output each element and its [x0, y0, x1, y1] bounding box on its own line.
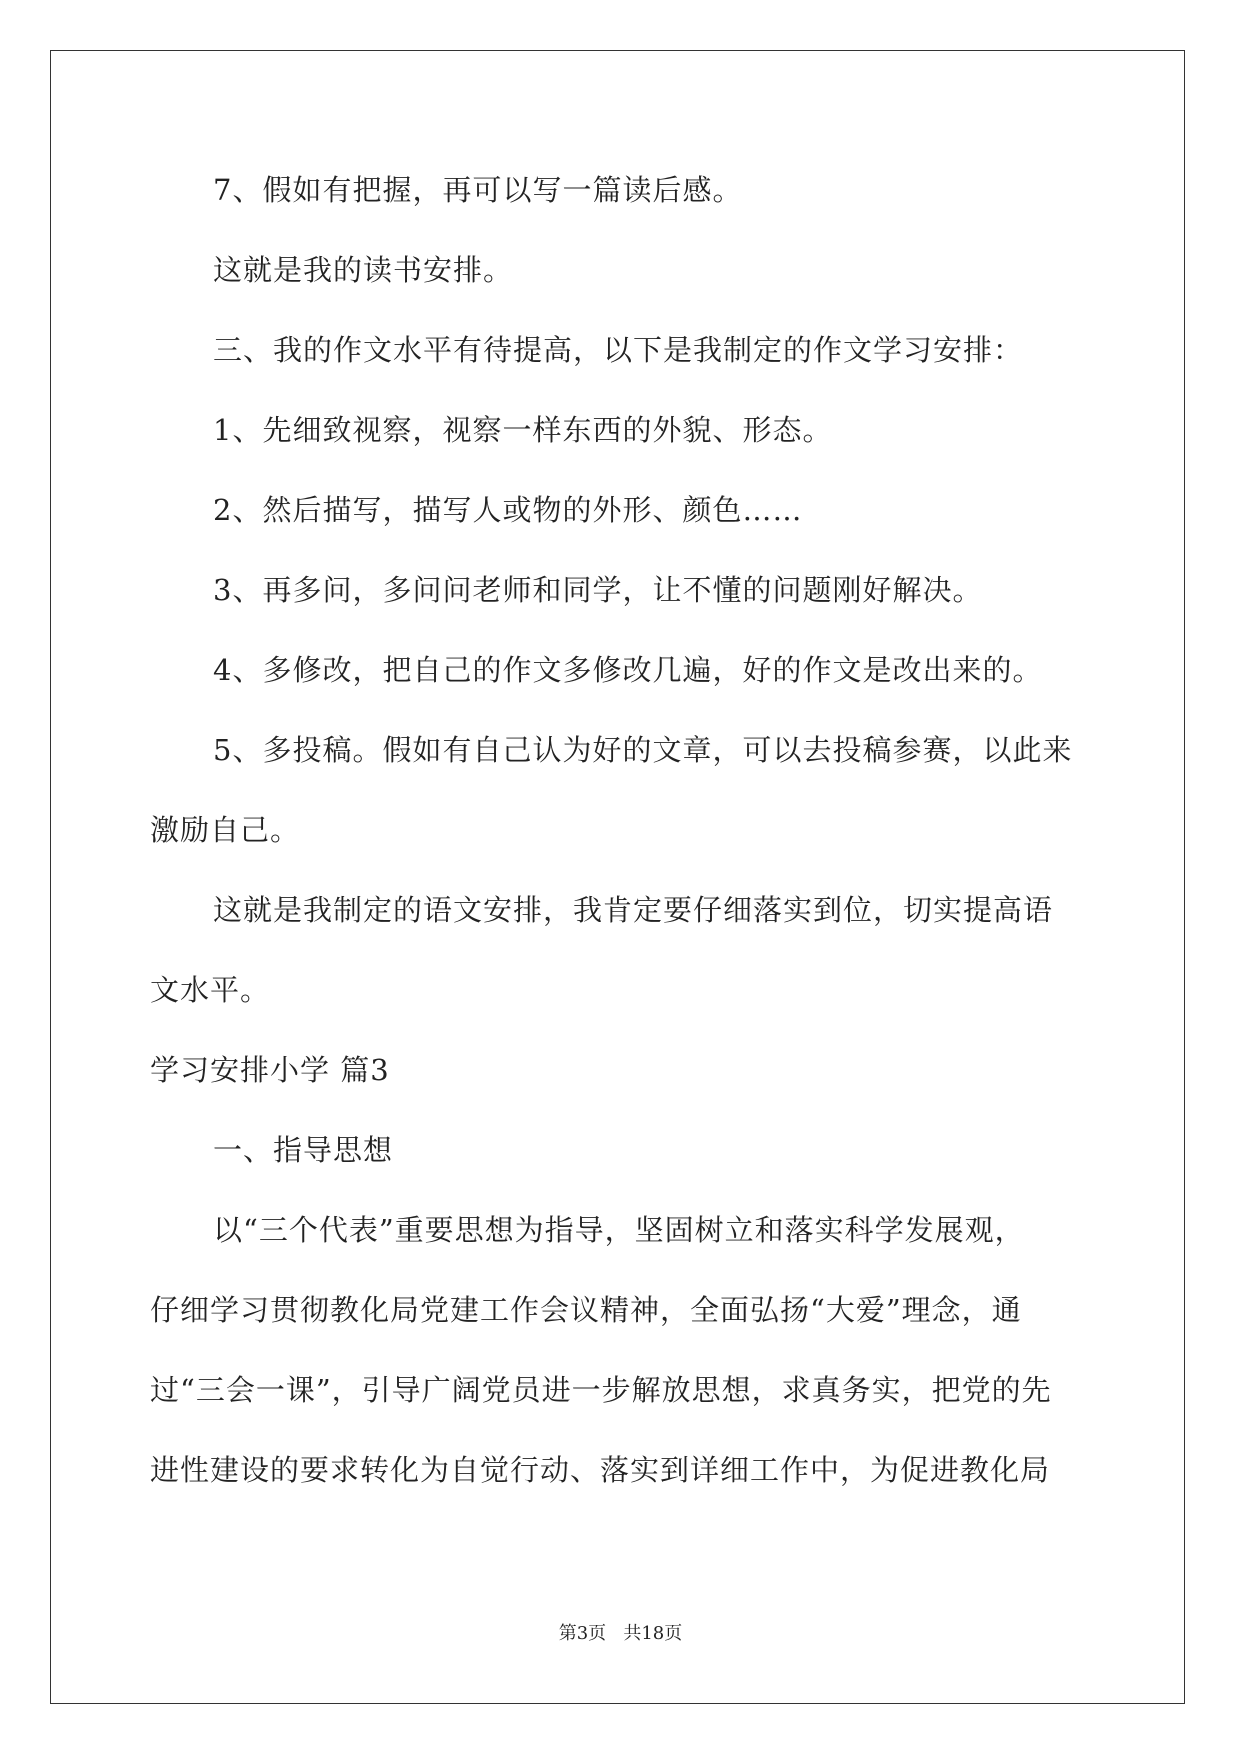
list-item-5-continued: 激励自己。	[150, 813, 301, 847]
article-title: 学习安排小学 篇3	[150, 1053, 390, 1087]
paragraph-line: 以“三个代表”重要思想为指导，坚固树立和落实科学发展观，	[213, 1213, 1025, 1247]
paragraph-line: 过“三会一课”，引导广阔党员进一步解放思想，求真务实，把党的先	[150, 1373, 1052, 1407]
list-item-2: 2、然后描写，描写人或物的外形、颜色……	[213, 493, 803, 527]
list-item-4: 4、多修改，把自己的作文多修改几遍，好的作文是改出来的。	[213, 653, 1043, 687]
paragraph-conclusion-continued: 文水平。	[150, 973, 271, 1007]
paragraph-conclusion: 这就是我制定的语文安排，我肯定要仔细落实到位，切实提高语	[213, 893, 1054, 927]
page-footer: 第3页 共18页	[558, 1623, 683, 1644]
paragraph-line: 进性建设的要求转化为自觉行动、落实到详细工作中，为促进教化局	[150, 1453, 1051, 1487]
section-heading-writing-plan: 三、我的作文水平有待提高，以下是我制定的作文学习安排：	[213, 333, 1024, 367]
paragraph-line: 仔细学习贯彻教化局党建工作会议精神，全面弘扬“大爱”理念，通	[150, 1293, 1022, 1327]
list-item-1: 1、先细致视察，视察一样东西的外貌、形态。	[213, 413, 833, 447]
list-item-5: 5、多投稿。假如有自己认为好的文章，可以去投稿参赛，以此来	[213, 733, 1073, 767]
paragraph-reading-plan-summary: 这就是我的读书安排。	[213, 253, 514, 287]
section-heading-guiding-ideology: 一、指导思想	[213, 1133, 394, 1167]
list-item-7: 7、假如有把握，再可以写一篇读后感。	[213, 173, 743, 207]
list-item-3: 3、再多问，多问问老师和同学，让不懂的问题刚好解决。	[213, 573, 983, 607]
